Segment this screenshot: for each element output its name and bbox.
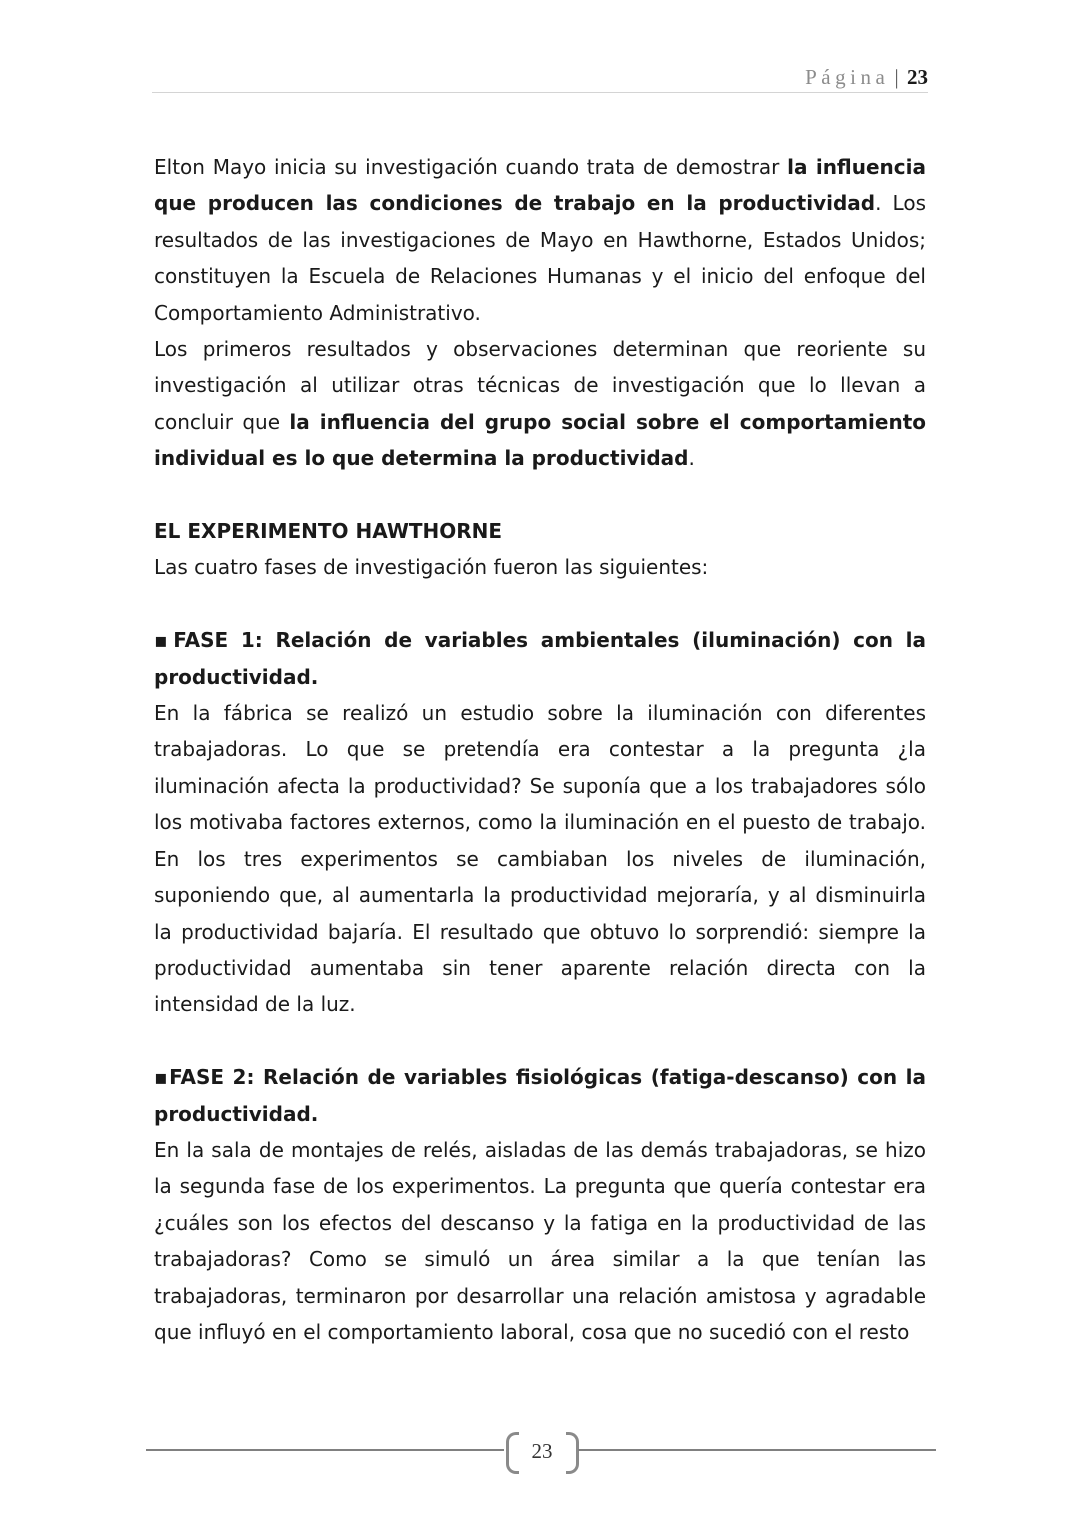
footer-bracket-right	[566, 1432, 579, 1474]
phase-2-heading	[154, 1059, 926, 1132]
section-title	[154, 513, 926, 549]
document-body	[154, 149, 926, 1350]
phase-2-body: En la sala de montajes de relés, aisladas de las demás trabajadoras, se hizo la segunda fase de los experimentos. La pregunta que quería contestar era ¿cuáles son los efectos del descanso y la fatiga en la productividad de las trabajadoras? Como se simuló un área similar a la que tenían las trabajadoras, terminaron por desarrollar una relación amistosa y agradable que influyó en el comportamiento laboral, cosa que no sucedió con el resto	[154, 1137, 926, 1344]
emphasis-text: la influencia del grupo social sobre el comportamiento individual es lo que determina la productividad	[154, 409, 926, 471]
footer-page-number: 23	[531, 1439, 553, 1463]
paragraph-text: .	[688, 446, 695, 471]
header-separator: |	[894, 65, 899, 89]
page-header	[152, 62, 928, 93]
phase-1-heading	[154, 622, 926, 695]
phase-2-heading-text: ▪FASE 2: Relación de variables fisiológicas (fatiga-descanso) con la productividad.	[154, 1065, 926, 1126]
spacer	[154, 1023, 926, 1059]
spacer	[154, 477, 926, 513]
phase-1-heading-text: ▪FASE 1: Relación de variables ambientales (iluminación) con la productividad.	[154, 628, 926, 689]
page-footer	[146, 1430, 936, 1474]
footer-bracket-left	[506, 1432, 519, 1474]
footer-rule-right	[578, 1449, 936, 1451]
emphasis-text: la influencia que producen las condiciones de trabajo en la productividad	[154, 155, 927, 216]
section-title-text: EL EXPERIMENTO HAWTHORNE	[154, 519, 503, 544]
footer-rule-left	[146, 1449, 504, 1451]
paragraph-text: Los primeros resultados y observaciones determinan que reoriente su investigación al utilizar otras técnicas de investigación que lo llevan a concluir que	[154, 337, 926, 434]
section-intro: Las cuatro fases de investigación fueron las siguientes:	[154, 555, 709, 580]
header-page-number: 23	[907, 65, 928, 89]
paragraph-text: Elton Mayo inicia su investigación cuando trata de demostrar	[154, 155, 788, 179]
spacer	[154, 586, 926, 622]
header-page-label: Página	[805, 65, 890, 89]
paragraph-first-results	[154, 331, 926, 477]
phase-1-body: En la fábrica se realizó un estudio sobre la iluminación con diferentes trabajadoras. Lo que se pretendía era contestar a la pregunta ¿la iluminación afecta la productividad? Se suponía que a los trabajadores sólo los motivaba factores externos, como la iluminación en el puesto de trabajo. En los tres experimentos se cambiaban los niveles de iluminación, suponiendo que, al aumentarla la productividad mejoraría, y al disminuirla la productividad bajaría. El resultado que obtuvo lo sorprendió: siempre la productividad aumentaba sin tener aparente relación directa con la intensidad de la luz.	[154, 701, 926, 1017]
paragraph-text: . Los resultados de las investigaciones de Mayo en Hawthorne, Estados Unidos; constituyen la Escuela de Relaciones Humanas y el inicio del enfoque del Comportamiento Administrativo.	[154, 191, 926, 325]
paragraph-elton-mayo	[154, 149, 926, 331]
